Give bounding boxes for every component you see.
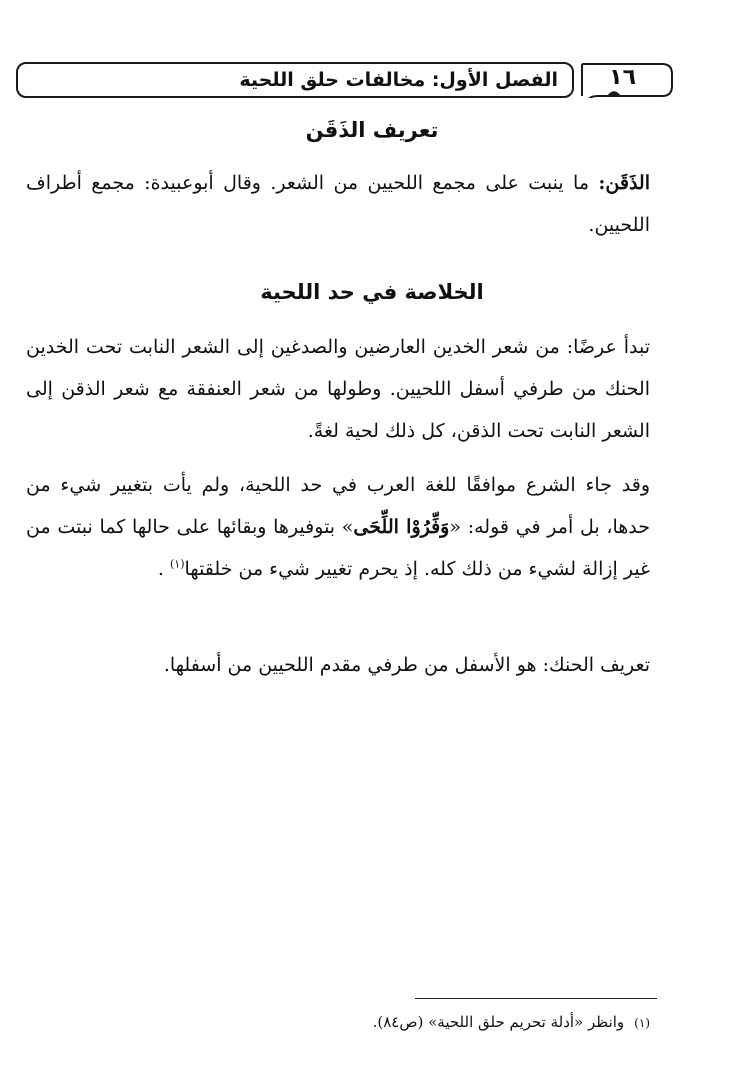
paragraph-jaw-definition <box>26 644 650 686</box>
term-jaw: تعريف الحنك: <box>542 654 650 676</box>
paragraph-text-after: » بتوفيرها وبقائها على حالها كما نبتت من غير إزالة لشيء من ذلك كله. إذ يحرم تغيير شيء من خلقتها <box>26 516 650 580</box>
paragraph-text: هو الأسفل من طرفي مقدم اللحيين من أسفلها. <box>163 654 543 676</box>
paragraph-text-before: وقد جاء الشرع موافقًا للغة العرب في حد اللحية، ولم يأت بتغيير شيء من حدها، بل أمر في قوله: « <box>26 474 650 538</box>
page-number-tab <box>578 62 674 98</box>
page-number: ١٦ <box>609 65 636 90</box>
heading-chin-definition: تعريف الذَقَن <box>305 118 439 142</box>
heading-beard-limits: الخلاصة في حد اللحية <box>260 280 484 304</box>
page-header <box>16 62 574 98</box>
footnote-divider <box>415 998 657 999</box>
chapter-title: الفصل الأول: مخالفات حلق اللحية <box>239 69 558 91</box>
footnote-reference[interactable]: (١) <box>170 557 185 571</box>
paragraph-chin-definition <box>26 162 650 246</box>
term-chin: الذَقَن: <box>598 172 650 194</box>
footnote-text: وانظر «أدلة تحريم حلق اللحية» (ص٨٤). <box>372 1013 625 1031</box>
footnote <box>373 1013 650 1031</box>
paragraph-shariah <box>26 464 650 590</box>
hadith-quote: وَفِّرُوْا اللِّحَى <box>353 516 450 538</box>
paragraph-beard-width <box>26 326 650 452</box>
footnote-marker: (١) <box>634 1016 650 1030</box>
paragraph-end: . <box>157 558 170 580</box>
paragraph-text: ما ينبت على مجمع اللحيين من الشعر. وقال أبوعبيدة: مجمع أطراف اللحيين. <box>26 172 650 236</box>
paragraph-text: تبدأ عرضًا: من شعر الخدين العارضين والصدغين إلى الشعر النابت تحت الخدين الحنك من طرفي أسفل اللحيين. وطولها من شعر العنفقة مع شعر الذقن إلى الشعر النابت تحت الذقن، كل ذلك لحية لغةً. <box>26 336 650 442</box>
